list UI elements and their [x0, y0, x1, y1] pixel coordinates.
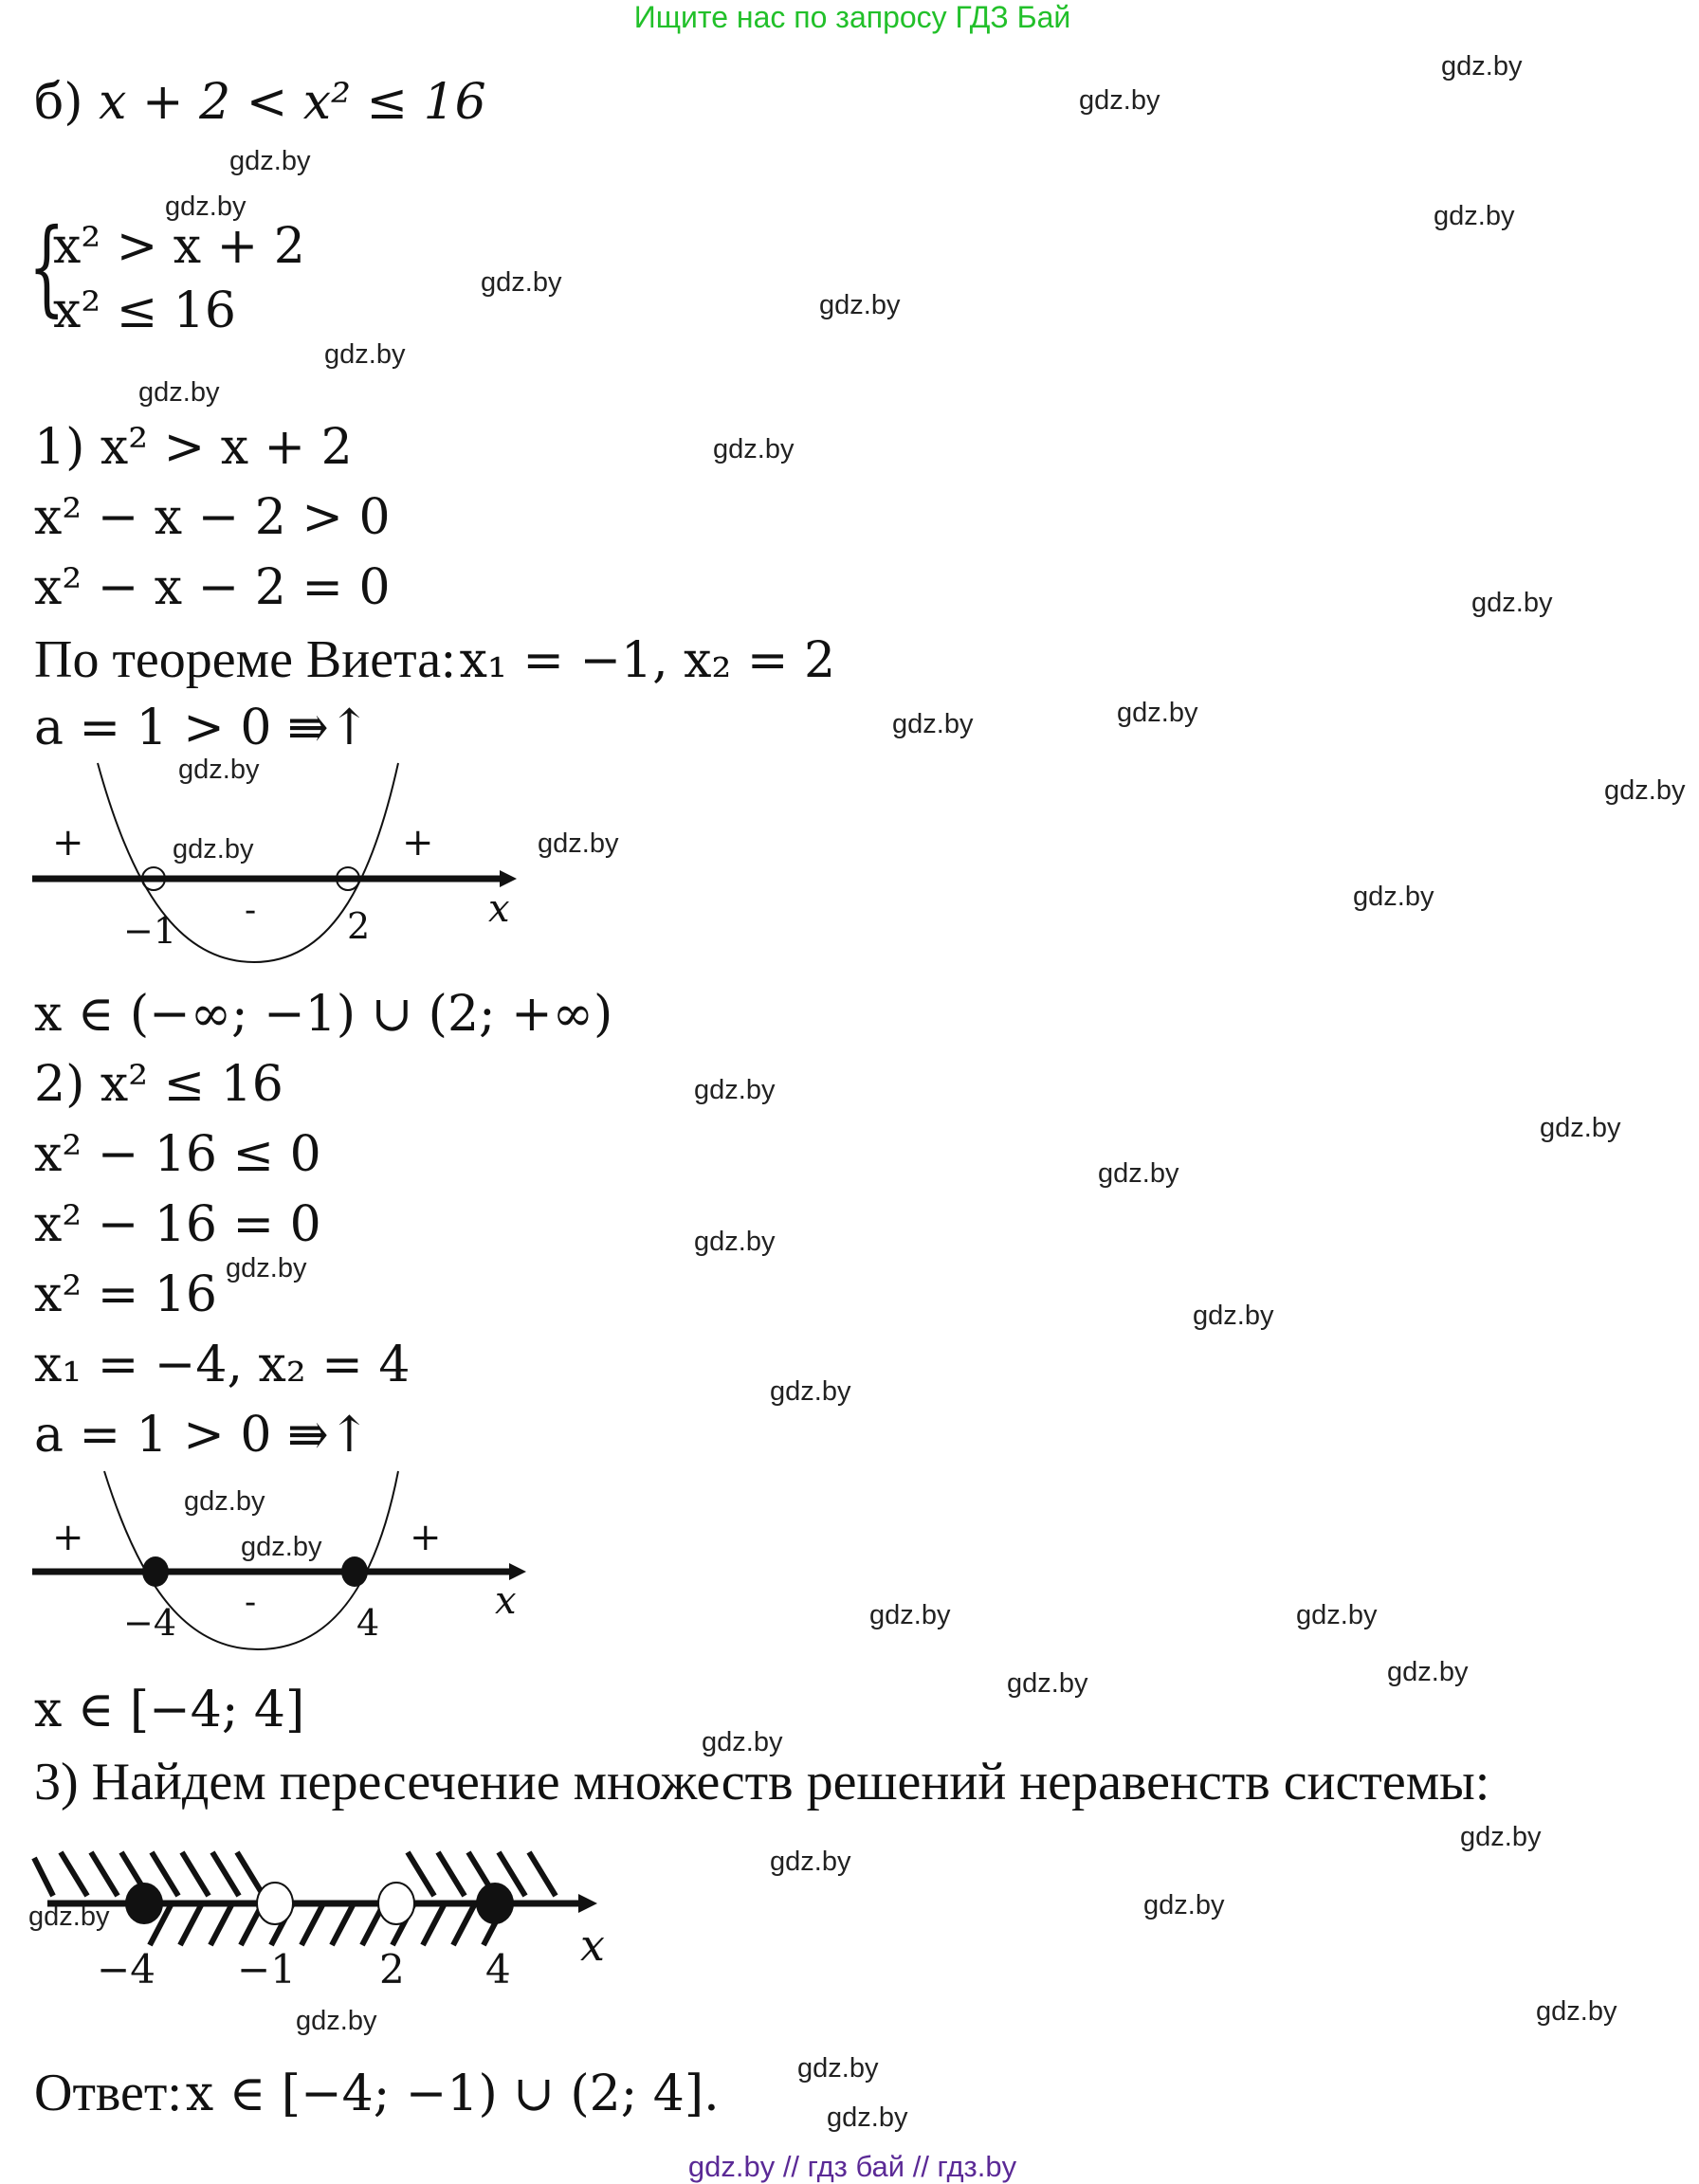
watermark: gdz.by	[713, 434, 795, 464]
watermark: gdz.by	[1604, 775, 1686, 806]
step3-title: 3) Найдем пересечение множеств решений неравенств системы:	[34, 1753, 1490, 1811]
step1-leading-coef: a = 1 > 0 ⇛↑	[34, 700, 371, 756]
svg-text:−1: −1	[123, 910, 177, 952]
svg-text:2: 2	[347, 905, 371, 947]
watermark: gdz.by	[770, 1847, 851, 1877]
watermark: gdz.by	[1387, 1657, 1469, 1687]
watermark: gdz.by	[184, 1486, 265, 1517]
svg-text:+: +	[52, 1516, 84, 1559]
svg-text:−4: −4	[97, 1946, 155, 1991]
open-point-icon	[257, 1883, 293, 1924]
svg-text:+: +	[402, 821, 434, 864]
watermark: gdz.by	[1536, 1996, 1617, 2027]
svg-text:2: 2	[379, 1946, 405, 1991]
svg-text:x: x	[495, 1579, 517, 1623]
problem-statement	[34, 74, 486, 131]
hatch-upper	[34, 1852, 556, 1896]
problem-label: б)	[34, 74, 83, 131]
watermark: gdz.by	[1353, 882, 1434, 912]
watermark: gdz.by	[1117, 698, 1198, 728]
watermark: gdz.by	[1441, 51, 1523, 82]
vieta-roots: x₁ = −1, x₂ = 2	[459, 632, 836, 689]
watermark: gdz.by	[770, 1376, 851, 1407]
watermark: gdz.by	[226, 1253, 307, 1283]
svg-text:4: 4	[356, 1602, 380, 1644]
watermark: gdz.by	[165, 191, 247, 222]
axis-arrow-icon	[578, 1894, 597, 1913]
watermark: gdz.by	[892, 709, 974, 739]
step2-title: 2) x² ≤ 16	[34, 1056, 283, 1113]
axis-arrow-icon	[500, 870, 517, 887]
step1-line: x² − x − 2 > 0	[34, 489, 391, 546]
watermark: gdz.by	[178, 755, 260, 785]
system-brace: {	[28, 206, 65, 327]
watermark: gdz.by	[694, 1075, 776, 1105]
step1-title: 1) x² > x + 2	[34, 419, 353, 476]
watermark: gdz.by	[1098, 1158, 1179, 1189]
watermark: gdz.by	[1460, 1822, 1542, 1852]
svg-text:-: -	[245, 1583, 257, 1622]
step2-roots: x₁ = −4, x₂ = 4	[34, 1337, 411, 1393]
watermark: gdz.by	[827, 2102, 908, 2133]
watermark: gdz.by	[1471, 588, 1553, 618]
watermark: gdz.by	[1296, 1600, 1378, 1630]
step1-answer: x ∈ (−∞; −1) ∪ (2; +∞)	[34, 986, 613, 1043]
watermark: gdz.by	[1007, 1668, 1088, 1699]
vieta-label: По теореме Виета:	[34, 630, 456, 689]
step2-answer: x ∈ [−4; 4]	[34, 1682, 305, 1738]
watermark: gdz.by	[1079, 85, 1160, 116]
svg-text:+: +	[410, 1516, 442, 1559]
final-answer	[34, 2066, 720, 2120]
watermark: gdz.by	[229, 146, 311, 176]
svg-text:4: 4	[485, 1946, 511, 1991]
svg-text:-: -	[245, 891, 257, 930]
filled-point-icon	[476, 1883, 514, 1924]
hatch-lower	[150, 1905, 504, 1945]
watermark: gdz.by	[296, 2006, 377, 2036]
system-row-1: x² > x + 2	[53, 218, 305, 275]
sign-chart-step1	[0, 749, 664, 967]
filled-point-icon	[341, 1556, 368, 1587]
watermark: gdz.by	[1193, 1301, 1274, 1331]
svg-text:x: x	[488, 887, 510, 931]
watermark: gdz.by	[797, 2053, 879, 2084]
watermark: gdz.by	[481, 267, 562, 298]
watermark: gdz.by	[694, 1227, 776, 1257]
watermark: gdz.by	[1143, 1890, 1225, 1920]
watermark: gdz.by	[538, 828, 619, 859]
step1-vieta	[34, 630, 836, 689]
problem-inequality: x + 2 < x² ≤ 16	[99, 74, 486, 131]
svg-text:−1: −1	[237, 1946, 296, 1991]
step1-line: x² − x − 2 = 0	[34, 559, 391, 616]
watermark: gdz.by	[324, 339, 406, 370]
step2-line: x² − 16 ≤ 0	[34, 1126, 321, 1183]
watermark: gdz.by	[702, 1727, 783, 1757]
watermark: gdz.by	[869, 1600, 951, 1630]
site-header-banner: Ищите нас по запросу ГДЗ Бай	[633, 0, 1071, 34]
intersection-chart	[0, 1801, 664, 1991]
filled-point-icon	[125, 1883, 163, 1924]
filled-point-icon	[142, 1556, 169, 1587]
svg-text:−4: −4	[123, 1602, 177, 1644]
svg-text:+: +	[52, 821, 84, 864]
svg-text:x: x	[580, 1920, 605, 1971]
watermark: gdz.by	[241, 1532, 322, 1562]
watermark: gdz.by	[819, 290, 901, 320]
step2-line: x² = 16	[34, 1266, 217, 1323]
watermark: gdz.by	[1540, 1113, 1621, 1143]
watermark: gdz.by	[28, 1902, 110, 1932]
answer-label: Ответ:	[34, 2064, 182, 2122]
watermark: gdz.by	[138, 377, 220, 408]
answer-value: x ∈ [−4; −1) ∪ (2; 4].	[185, 2066, 720, 2122]
step2-leading-coef: a = 1 > 0 ⇛↑	[34, 1407, 371, 1464]
footer-links: gdz.by // гдз бай // гдз.by	[687, 2150, 1017, 2183]
step2-line: x² − 16 = 0	[34, 1196, 321, 1253]
axis-arrow-icon	[509, 1563, 526, 1580]
watermark: gdz.by	[173, 834, 254, 864]
open-point-icon	[378, 1883, 414, 1924]
system-row-2: x² ≤ 16	[53, 282, 236, 339]
watermark: gdz.by	[1434, 201, 1515, 231]
sign-chart-step2	[0, 1460, 664, 1678]
